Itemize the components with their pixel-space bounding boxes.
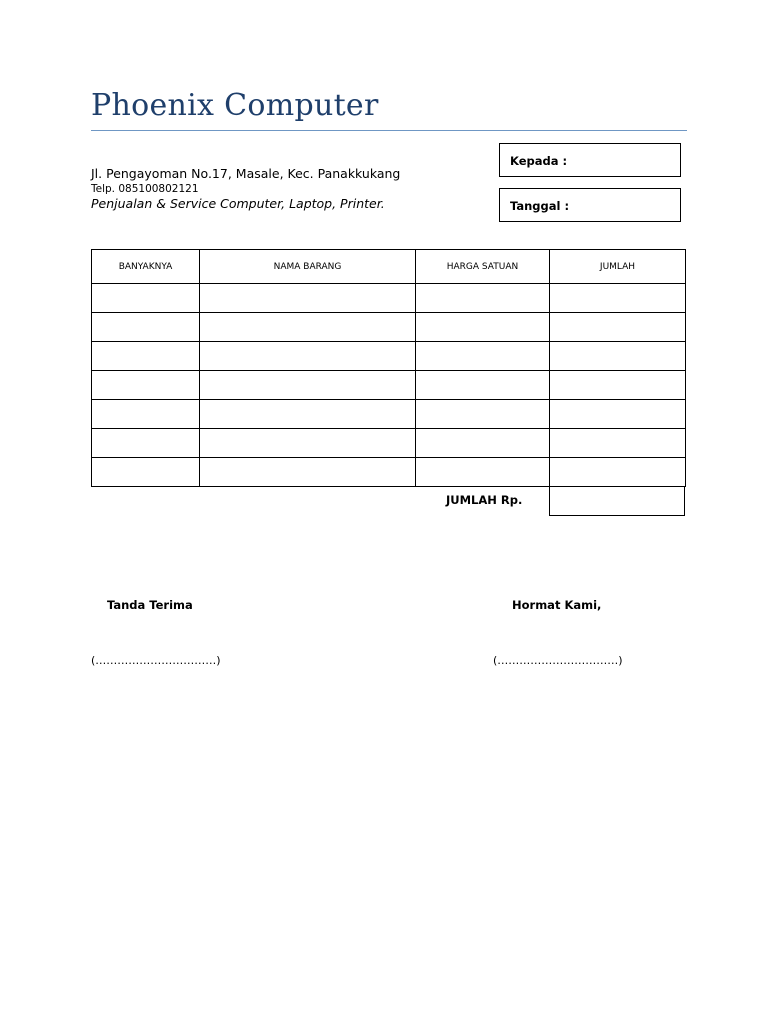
kepada-field[interactable] xyxy=(499,143,681,177)
tanggal-label: Tanggal : xyxy=(510,199,570,213)
cell-harga-satuan[interactable] xyxy=(416,371,550,400)
header-nama-barang: NAMA BARANG xyxy=(200,250,416,284)
cell-nama-barang[interactable] xyxy=(200,458,416,487)
cell-nama-barang[interactable] xyxy=(200,284,416,313)
items-body xyxy=(92,284,686,487)
cell-nama-barang[interactable] xyxy=(200,400,416,429)
cell-jumlah[interactable] xyxy=(550,400,686,429)
company-services: Penjualan & Service Computer, Laptop, Printer. xyxy=(91,196,385,211)
total-amount-field[interactable] xyxy=(549,486,685,516)
cell-harga-satuan[interactable] xyxy=(416,342,550,371)
cell-harga-satuan[interactable] xyxy=(416,400,550,429)
hormat-kami-label: Hormat Kami, xyxy=(512,598,602,612)
tanggal-field[interactable] xyxy=(499,188,681,222)
cell-jumlah[interactable] xyxy=(550,342,686,371)
table-row xyxy=(92,313,686,342)
sender-signature-line: (……………………………) xyxy=(493,654,623,667)
table-row xyxy=(92,342,686,371)
cell-jumlah[interactable] xyxy=(550,313,686,342)
table-header-row xyxy=(92,250,686,284)
cell-jumlah[interactable] xyxy=(550,371,686,400)
table-row xyxy=(92,371,686,400)
header-banyaknya: BANYAKNYA xyxy=(92,250,200,284)
cell-jumlah[interactable] xyxy=(550,458,686,487)
cell-banyaknya[interactable] xyxy=(92,429,200,458)
cell-harga-satuan[interactable] xyxy=(416,458,550,487)
cell-banyaknya[interactable] xyxy=(92,400,200,429)
cell-banyaknya[interactable] xyxy=(92,342,200,371)
cell-banyaknya[interactable] xyxy=(92,371,200,400)
kepada-label: Kepada : xyxy=(510,154,568,168)
table-row xyxy=(92,429,686,458)
cell-banyaknya[interactable] xyxy=(92,313,200,342)
company-address: Jl. Pengayoman No.17, Masale, Kec. Panakkukang xyxy=(91,166,401,181)
cell-jumlah[interactable] xyxy=(550,284,686,313)
cell-nama-barang[interactable] xyxy=(200,429,416,458)
cell-banyaknya[interactable] xyxy=(92,284,200,313)
cell-harga-satuan[interactable] xyxy=(416,284,550,313)
table-row xyxy=(92,284,686,313)
company-phone: Telp. 085100802121 xyxy=(91,183,199,195)
cell-nama-barang[interactable] xyxy=(200,371,416,400)
cell-banyaknya[interactable] xyxy=(92,458,200,487)
cell-harga-satuan[interactable] xyxy=(416,313,550,342)
receiver-signature-line: (……………………………) xyxy=(91,654,221,667)
table-row xyxy=(92,400,686,429)
title-divider xyxy=(91,130,687,131)
header-jumlah: JUMLAH xyxy=(550,250,686,284)
header-harga-satuan: HARGA SATUAN xyxy=(416,250,550,284)
cell-jumlah[interactable] xyxy=(550,429,686,458)
items-table xyxy=(91,249,686,487)
cell-harga-satuan[interactable] xyxy=(416,429,550,458)
tanda-terima-label: Tanda Terima xyxy=(107,598,193,612)
cell-nama-barang[interactable] xyxy=(200,342,416,371)
cell-nama-barang[interactable] xyxy=(200,313,416,342)
company-name: Phoenix Computer xyxy=(91,88,379,123)
total-label: JUMLAH Rp. xyxy=(446,493,523,507)
table-row xyxy=(92,458,686,487)
